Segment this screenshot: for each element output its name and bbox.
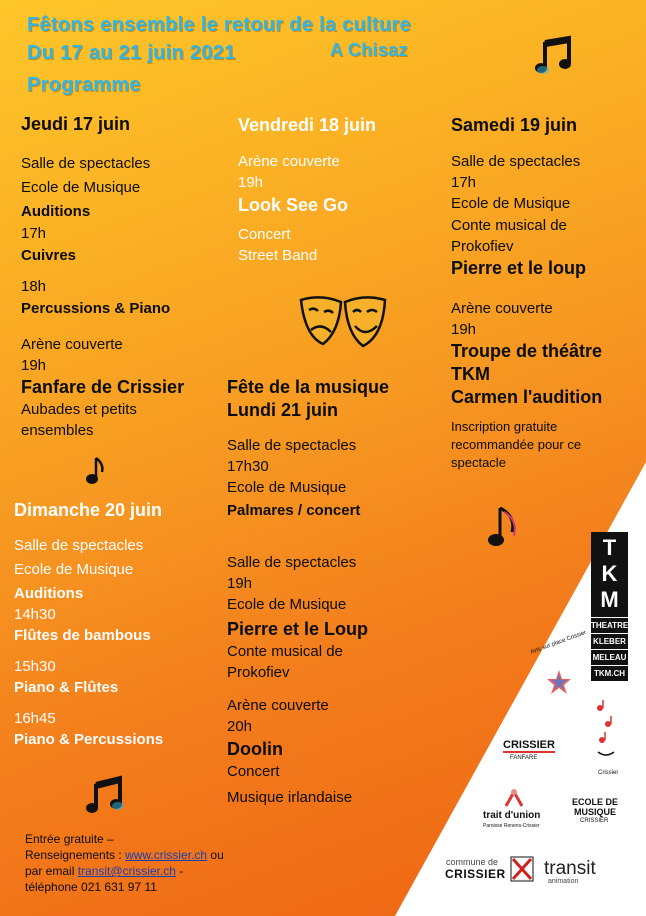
dimanche-venue: Salle de spectacles (14, 537, 144, 554)
jeudi-column (21, 114, 221, 441)
header-line2: Du 17 au 21 juin 2021 (27, 42, 236, 64)
footer-line4: téléphone 021 631 97 11 (25, 880, 157, 894)
transit-logo: transit (544, 858, 596, 879)
jeudi-desc3: Aubades et petits ensembles (21, 401, 137, 439)
lundi-desc3b: Musique irlandaise (227, 789, 353, 806)
footer-line3-pre: par email (25, 864, 78, 878)
dimanche-act1: Flûtes de bambous (14, 627, 151, 644)
arts-star-icon (545, 668, 573, 696)
header-line1: Fêtons ensemble le retour de la culture (27, 14, 412, 36)
samedi-venue2: Arène couverte (451, 300, 553, 317)
theatre-masks-icon (297, 292, 389, 354)
tkm-letter: T (602, 535, 617, 560)
jeudi-time1: 17h (21, 225, 47, 242)
samedi-time1: 17h (451, 174, 477, 191)
vendredi-time: 19h (238, 174, 264, 191)
commune-crissier-logo: CRISSIER (445, 867, 506, 881)
lundi-venue3: Arène couverte (227, 697, 329, 714)
samedi-title: Samedi 19 juin (451, 115, 578, 135)
samedi-desc1: Conte musical de Prokofiev (451, 217, 567, 255)
crissier-emblem-icon (509, 855, 535, 883)
vendredi-title: Vendredi 18 juin (238, 115, 377, 135)
lundi-desc3a: Concert (227, 763, 280, 780)
music-note-icon (84, 456, 106, 486)
vendredi-desc2: Street Band (238, 247, 318, 264)
vendredi-desc1: Concert (238, 226, 291, 243)
tkm-line: MELEAU (591, 649, 628, 665)
lundi-time2: 19h (227, 575, 253, 592)
dimanche-label: Auditions (14, 585, 84, 602)
samedi-note: Inscription gratuite recommandée pour ce spectacle (451, 419, 582, 470)
footer-line1: Entrée gratuite – (25, 832, 114, 846)
dimanche-time2: 15h30 (14, 658, 56, 675)
footer-line2-post: ou (207, 848, 224, 862)
commune-top-label: commune de (446, 857, 499, 867)
dimanche-title: Dimanche 20 juin (14, 500, 163, 520)
lundi-act3: Doolin (227, 739, 283, 759)
trait-union-icon (500, 788, 528, 810)
footer-line3-post: - (175, 864, 184, 878)
lundi-desc2: Conte musical de Prokofiev (227, 643, 343, 681)
samedi-act2c: Carmen l'audition (451, 387, 603, 407)
note-logo-sub: Crissier (598, 770, 619, 776)
crissier-fanfare-logo: CRISSIER (503, 739, 555, 751)
lundi-venue1: Salle de spectacles (227, 437, 357, 454)
lundi-org2: Ecole de Musique (227, 596, 347, 613)
jeudi-time2: 18h (21, 278, 47, 295)
dimanche-time3: 16h45 (14, 710, 56, 727)
music-note-icon (84, 774, 128, 818)
trait-union-logo: trait d'union (483, 810, 541, 821)
footer-line3 (25, 863, 255, 879)
samedi-act2a: Troupe de théâtre (451, 341, 603, 361)
ecole-musique-logo: ECOLE DE MUSIQUE (571, 797, 618, 817)
music-note-icon (533, 34, 577, 78)
jeudi-org1: Ecole de Musique (21, 179, 141, 196)
arts-logo-text: Arts sur place Crissier (530, 629, 588, 656)
header-line3: Programme (27, 74, 141, 96)
lundi-act2: Pierre et le Loup (227, 619, 369, 639)
lundi-org1: Ecole de Musique (227, 479, 347, 496)
footer-line2-pre: Renseignements : (25, 848, 126, 862)
lundi-act1: Palmares / concert (227, 502, 361, 519)
header-place: A Chisaz (330, 40, 408, 60)
tkm-line: TKM.CH (591, 665, 628, 681)
vendredi-column (238, 115, 438, 266)
dimanche-org: Ecole de Musique (14, 561, 134, 578)
lundi-column (227, 376, 437, 808)
tkm-letter: K (601, 561, 618, 586)
dimanche-time1: 14h30 (14, 606, 56, 623)
samedi-act1: Pierre et le loup (451, 258, 587, 278)
fanfare-label: FANFARE (510, 755, 538, 761)
tkm-line: THEATRE (591, 617, 628, 633)
jeudi-act1: Cuivres (21, 247, 77, 264)
tkm-letter: M (600, 587, 619, 612)
samedi-org1: Ecole de Musique (451, 195, 571, 212)
music-notes-icon (594, 700, 618, 762)
dimanche-act2: Piano & Flûtes (14, 679, 119, 696)
jeudi-title: Jeudi 17 juin (21, 114, 131, 134)
jeudi-time3: 19h (21, 357, 47, 374)
transit-sub: animation (548, 878, 579, 885)
footer-line2 (25, 847, 255, 863)
jeudi-venue2: Arène couverte (21, 336, 123, 353)
ecole-musique-sub: CRISSIER (580, 818, 609, 824)
jeudi-label1: Auditions (21, 203, 91, 220)
lundi-title1: Fête de la musique (227, 377, 390, 397)
samedi-time2: 19h (451, 321, 477, 338)
music-note-icon (486, 504, 522, 550)
dimanche-column (14, 500, 224, 750)
trait-union-sub: Paroisse Renens-Crissier (483, 823, 540, 829)
samedi-column (451, 115, 641, 472)
vendredi-act: Look See Go (238, 195, 349, 215)
samedi-act2b: TKM (451, 364, 490, 384)
jeudi-act2: Percussions & Piano (21, 300, 171, 317)
lundi-venue2: Salle de spectacles (227, 554, 357, 571)
vendredi-venue: Arène couverte (238, 153, 340, 170)
tkm-logo (591, 532, 628, 681)
dimanche-act3: Piano & Percussions (14, 731, 164, 748)
samedi-venue1: Salle de spectacles (451, 153, 581, 170)
lundi-time1: 17h30 (227, 458, 269, 475)
website-link[interactable]: www.crissier.ch (125, 848, 208, 862)
email-link[interactable]: transit@crissier.ch (77, 864, 176, 878)
footer-info (25, 831, 255, 895)
jeudi-act3: Fanfare de Crissier (21, 377, 185, 397)
lundi-title2: Lundi 21 juin (227, 400, 338, 420)
jeudi-venue1: Salle de spectacles (21, 155, 151, 172)
lundi-time3: 20h (227, 718, 253, 735)
tkm-line: KLEBER (591, 633, 628, 649)
